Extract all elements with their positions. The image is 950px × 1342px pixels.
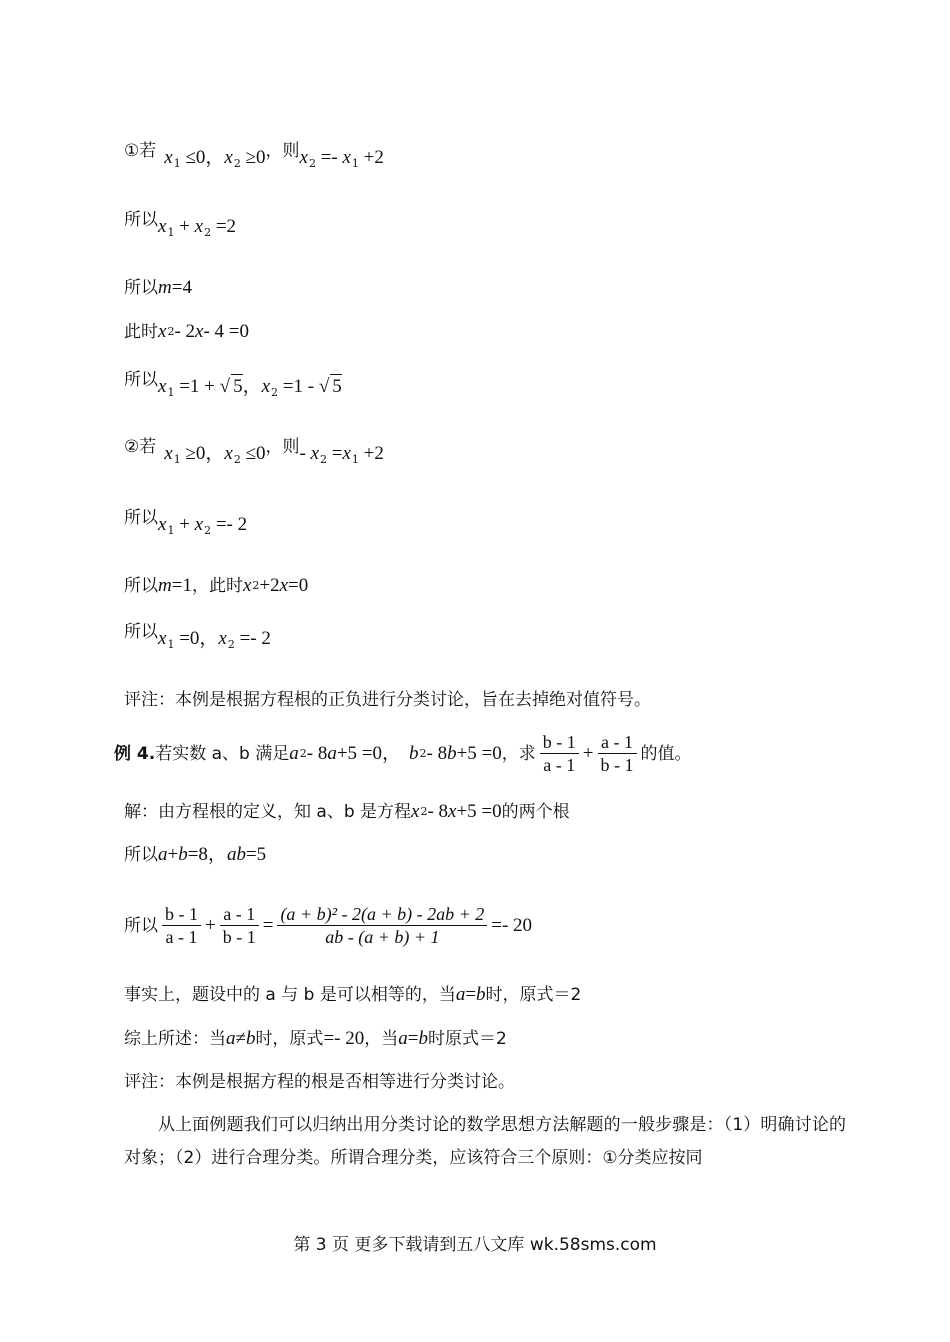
example-4-statement: 例 4. 若实数 a、b 满足 a 2 - 8 a +5 =0， b 2 - 8 b +5 =0 ，求 $\frac{b - 1}{a - 1}$ + $\frac{a - 1}{b - 1}$ 的值。 xyxy=(114,732,692,775)
sum-roots-line: 所以 $x_1 + x_2 =- 2$ xyxy=(124,503,247,533)
case-2-condition: ②若 $x_1 \ge 0$，$x_2 \le 0$ ，则 - $x_2 =x_1 +2$ xyxy=(124,432,384,462)
roots-line: 所以 $x_1 =1$ + √ 5，$x_2 =1$ - √ 5 xyxy=(124,364,342,395)
math-equation: $x_2 =- x_1 +2$ xyxy=(299,147,384,170)
m-value-line: 所以 m =1 ，此时 x 2 +2 x =0 xyxy=(124,575,309,596)
computation-line: 所以 $\frac{b - 1}{a - 1}$ + $\frac{a - 1}{b - 1}$ = $\frac{\text{(a + b)² - 2(a + b) - 2ab + 2}}{ab - (a + b) + 1}$ =- 20 xyxy=(124,904,533,947)
case-1-condition: ①若 $x_1 \le 0$，$x_2 \ge 0$ ，则 $x_2 =- x_1 +2$ xyxy=(124,136,384,166)
vieta-line: 所以 a + b =8， ab =5 xyxy=(124,844,267,865)
page-footer: 第 3 页 更多下载请到五八文库 wk.58sms.com xyxy=(293,1235,657,1255)
math-condition: $x_1 \ge 0$，$x_2 \le 0$ xyxy=(164,443,266,466)
fraction: $\frac{b - 1}{a - 1}$ xyxy=(162,903,201,948)
solution-intro: 解：由方程根的定义，知 a、b 是方程 x 2 - 8 x +5 =0 的两个根 xyxy=(124,801,570,822)
sum-roots-line: 所以 $x_1 + x_2 =2$ xyxy=(124,205,236,235)
math-roots: $x_1 =0$，$x_2 =- 2$ xyxy=(158,628,271,651)
fraction: $\frac{a - 1}{b - 1}$ xyxy=(598,731,637,776)
equation-line: 此时 x 2 - 2 x - 4 =0 xyxy=(124,321,249,342)
roots-line: 所以 $x_1 =0$，$x_2 =- 2$ xyxy=(124,617,271,647)
comment-1: 评注：本例是根据方程根的正负进行分类讨论，旨在去掉绝对值符号。 xyxy=(124,690,651,710)
m-value-line: 所以 m =4 xyxy=(124,277,192,298)
summary-paragraph: 从上面例题我们可以归纳出用分类讨论的数学思想方法解题的一般步骤是：（1）明确讨论的对象；（2）进行合理分类。所谓合理分类，应该符合三个原则：①分类应按同 xyxy=(124,1115,846,1168)
fraction-large: $\frac{\text{(a + b)² - 2(a + b) - 2ab + 2}}{ab - (a + b) + 1}$ xyxy=(277,903,487,948)
case-label: ②若 xyxy=(124,437,157,457)
math-roots: $x_1 =1$ + √ 5，$x_2 =1$ - √ 5 xyxy=(158,376,342,399)
math-equation: $x_1 + x_2 =- 2$ xyxy=(158,514,248,537)
math-equation: $x_1 + x_2 =2$ xyxy=(158,216,237,239)
comment-2: 评注：本例是根据方程的根是否相等进行分类讨论。 xyxy=(124,1072,515,1092)
fraction: $\frac{a - 1}{b - 1}$ xyxy=(220,903,259,948)
fraction: $\frac{b - 1}{a - 1}$ xyxy=(540,731,579,776)
example-label: 例 4. xyxy=(114,743,156,764)
math-condition: $x_1 \le 0$，$x_2 \ge 0$ xyxy=(164,147,266,170)
equal-case-line: 事实上，题设中的 a 与 b 是可以相等的，当 a = b 时，原式＝2 xyxy=(124,984,582,1005)
math-equation: - $x_2 =x_1 +2$ xyxy=(299,443,384,466)
case-label: ①若 xyxy=(124,141,157,161)
summary-line: 综上所述：当 a ≠ b 时，原式 =- 20 ，当 a = b 时原式＝2 xyxy=(124,1028,507,1049)
